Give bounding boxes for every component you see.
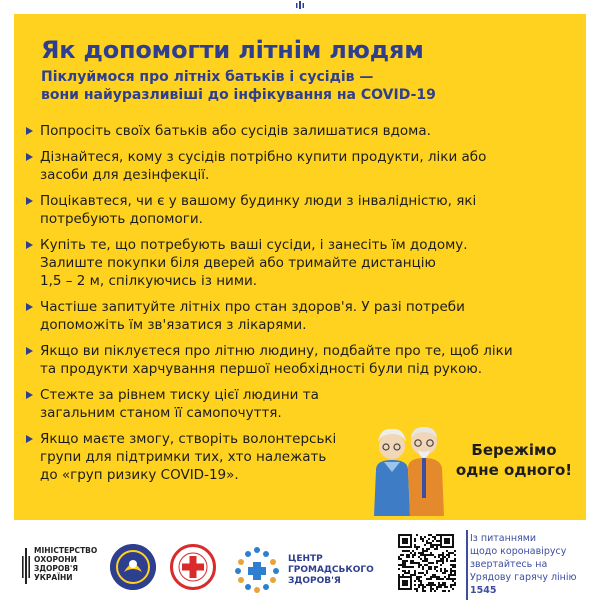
ministry-line: ОХОРОНИ (34, 555, 77, 564)
elderly-couple-illustration (366, 412, 450, 520)
divider (466, 530, 468, 600)
public-health-center-icon (232, 544, 282, 594)
poster-panel (14, 14, 586, 520)
bullet-arrow-icon (26, 435, 33, 443)
advice-text-line: Купіть те, що потребують ваші сусіди, і занесіть їм додому. (40, 237, 468, 253)
subtitle-line: Піклуймося про літніх батьків і сусідів — (41, 69, 374, 85)
bullet-arrow-icon (26, 347, 33, 355)
bullet-arrow-icon (26, 241, 33, 249)
phc-line: ЦЕНТР (288, 554, 323, 564)
bullet-arrow-icon (26, 197, 33, 205)
qr-code-icon[interactable] (398, 534, 456, 592)
poster-title: Як допомогти літнім людям (41, 36, 424, 64)
info-line: Урядову гарячу лінію (470, 572, 577, 583)
subtitle-line: вони найуразливіші до інфікування на COVID-19 (41, 87, 436, 103)
advice-item (22, 342, 542, 378)
advice-text-line: засоби для дезінфекції. (40, 167, 210, 183)
advice-item (22, 386, 542, 422)
ministry-line: МІНІСТЕРСТВО (34, 546, 98, 555)
slogan-line: одне одного! (455, 461, 573, 479)
ministry-name (34, 546, 97, 582)
advice-text-line: Залиште покупки біля дверей або тримайте дистанцію (40, 255, 436, 271)
advice-text-line: допоможіть їм зв'язатися з лікарями. (40, 317, 307, 333)
trident-icon (22, 548, 30, 584)
public-health-center-logo (232, 544, 382, 594)
slogan (444, 440, 584, 480)
advice-text-line: та продукти харчування першої необхідності були під рукою. (40, 361, 482, 377)
advice-list (22, 122, 542, 484)
hotline-number[interactable]: 1545 (470, 585, 497, 596)
advice-item (22, 298, 542, 334)
advice-text-line: загальним станом її самопочуття. (40, 405, 282, 421)
advice-item (22, 236, 542, 290)
unicef-logo-icon (110, 544, 156, 590)
ministry-of-health-logo (22, 544, 102, 594)
advice-text-line: Попросіть своїх батьків або сусідів залишатися вдома. (40, 123, 431, 139)
bullet-arrow-icon (26, 127, 33, 135)
bullet-arrow-icon (26, 153, 33, 161)
advice-text-line: 1,5 – 2 м, спілкуючись із ними. (40, 273, 258, 289)
advice-text-line: Стежте за рівнем тиску цієї людини та (40, 387, 319, 403)
footer (0, 522, 600, 610)
poster-subtitle (41, 68, 436, 104)
advice-item (22, 192, 542, 228)
advice-text-line: Частіше запитуйте літніх про стан здоров'я. У разі потреби (40, 299, 465, 315)
advice-text-line: потребують допомоги. (40, 211, 203, 227)
ministry-line: ЗДОРОВ'Я (34, 564, 79, 573)
advice-text-line: до «груп ризику COVID-19». (40, 467, 239, 483)
red-cross-icon (170, 544, 216, 590)
info-line: звертайтесь на (470, 559, 548, 570)
hotline-info (470, 532, 577, 597)
info-line: щодо коронавірусу (470, 546, 567, 557)
info-line: Із питаннями (470, 533, 537, 544)
ministry-line: УКРАЇНИ (34, 573, 73, 582)
trident-small-icon (296, 1, 304, 9)
advice-text-line: Якщо маєте змогу, створіть волонтерські (40, 431, 337, 447)
advice-item (22, 122, 542, 140)
advice-text-line: Дізнайтеся, кому з сусідів потрібно купити продукти, ліки або (40, 149, 487, 165)
bullet-arrow-icon (26, 391, 33, 399)
top-strip (0, 0, 600, 14)
phc-line: ЗДОРОВ'Я (288, 576, 341, 586)
slogan-line: Бережімо (471, 441, 557, 459)
bullet-arrow-icon (26, 303, 33, 311)
phc-name (288, 554, 374, 587)
advice-text-line: Якщо ви піклуєтеся про літню людину, подбайте про те, щоб ліки (40, 343, 513, 359)
phc-line: ГРОМАДСЬКОГО (288, 565, 374, 575)
advice-text-line: Поцікавтеся, чи є у вашому будинку люди з інвалідністю, які (40, 193, 477, 209)
advice-item (22, 148, 542, 184)
advice-text-line: групи для підтримки тих, хто належать (40, 449, 327, 465)
